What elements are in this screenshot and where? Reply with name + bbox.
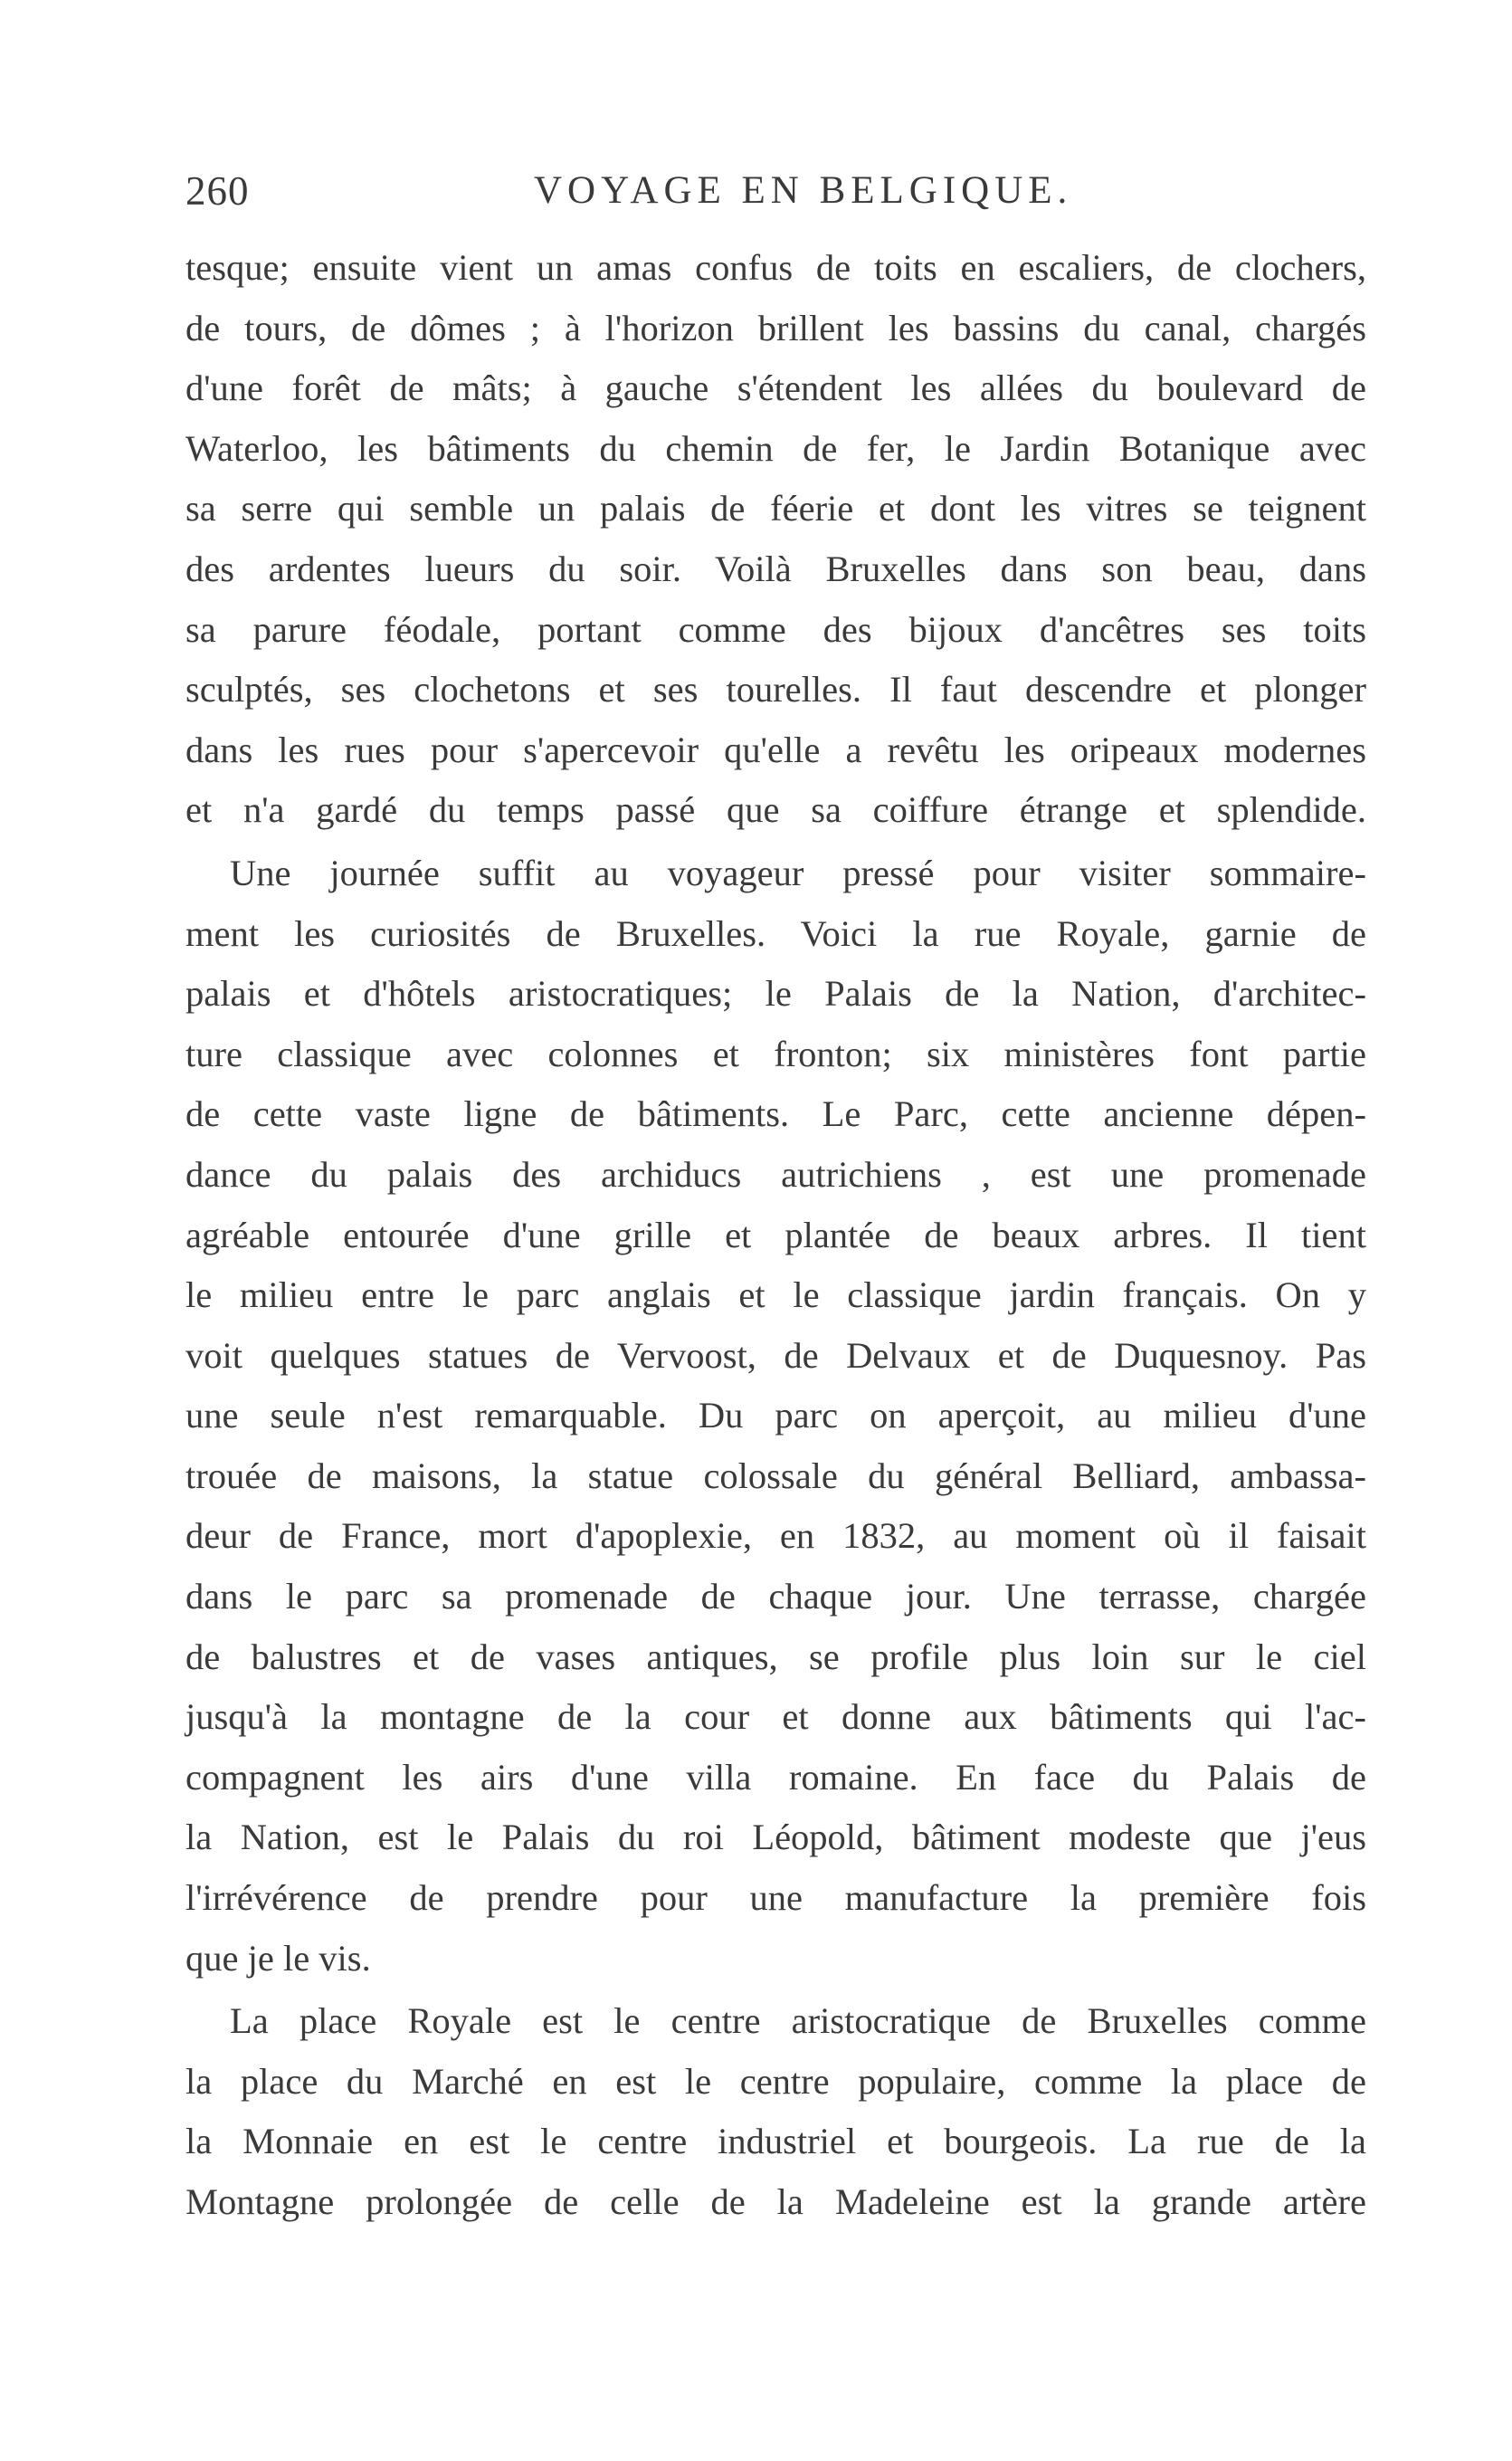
text-line: de balustres et de vases antiques, se profile plus loin sur le ciel [185, 1636, 1366, 1677]
text-line: l'irrévérence de prendre pour une manufacture la première fois [185, 1877, 1366, 1919]
text-line: dans les rues pour s'apercevoir qu'elle a revêtu les oripeaux modernes [185, 729, 1366, 770]
text-line: voit quelques statues de Vervoost, de Delvaux et de Duquesnoy. Pas [185, 1334, 1366, 1376]
text-line: ment les curiosités de Bruxelles. Voici la rue Royale, garnie de [185, 912, 1366, 954]
text-line: et n'a gardé du temps passé que sa coiffure étrange et splendide. [185, 789, 1366, 831]
text-line: le milieu entre le parc anglais et le classique jardin français. On y [185, 1274, 1366, 1316]
text-line: d'une forêt de mâts; à gauche s'étendent les allées du boulevard de [185, 367, 1366, 409]
text-line: la Monnaie en est le centre industriel et bourgeois. La rue de la [185, 2121, 1366, 2162]
running-head [185, 166, 1366, 216]
text-line: une seule n'est remarquable. Du parc on aperçoit, au milieu d'une [185, 1395, 1366, 1436]
text-line: sa serre qui semble un palais de féerie et dont les vitres se teignent [185, 488, 1366, 529]
text-line: des ardentes lueurs du soir. Voilà Bruxelles dans son beau, dans [185, 548, 1366, 589]
text-line: de cette vaste ligne de bâtiments. Le Parc, cette ancienne dépen- [185, 1093, 1366, 1135]
text-line: Montagne prolongée de celle de la Madeleine est la grande artère [185, 2181, 1366, 2222]
text-line: compagnent les airs d'une villa romaine. En face du Palais de [185, 1756, 1366, 1798]
body-text [185, 238, 1366, 2233]
text-line: la Nation, est le Palais du roi Léopold, bâtiment modeste que j'eus [185, 1817, 1366, 1858]
text-line: ture classique avec colonnes et fronton; six ministères font partie [185, 1033, 1366, 1074]
text-line: trouée de maisons, la statue colossale du général Belliard, ambassa- [185, 1455, 1366, 1496]
paragraph-3 [185, 1991, 1366, 2232]
text-line: que je le vis. [185, 1937, 371, 1979]
text-line: Waterloo, les bâtiments du chemin de fer, le Jardin Botanique avec [185, 427, 1366, 469]
text-line: Une journée suffit au voyageur pressé pour visiter sommaire- [230, 852, 1366, 893]
text-line: jusqu'à la montagne de la cour et donne aux bâtiments qui l'ac- [185, 1696, 1366, 1738]
text-line: La place Royale est le centre aristocratique de Bruxelles comme [230, 2000, 1366, 2042]
page-number: 260 [185, 168, 250, 214]
text-line: dance du palais des archiducs autrichiens , est une promenade [185, 1153, 1366, 1195]
text-line: de tours, de dômes ; à l'horizon brillent les bassins du canal, chargés [185, 307, 1366, 348]
paragraph-1 [185, 238, 1366, 841]
text-line: sa parure féodale, portant comme des bijoux d'ancêtres ses toits [185, 608, 1366, 650]
text-line: palais et d'hôtels aristocratiques; le Palais de la Nation, d'architec- [185, 973, 1366, 1015]
paragraph-2 [185, 844, 1366, 1989]
text-line: agréable entourée d'une grille et plantée de beaux arbres. Il tient [185, 1214, 1366, 1255]
text-line: deur de France, mort d'apoplexie, en 1832, au moment où il faisait [185, 1515, 1366, 1557]
text-line: tesque; ensuite vient un amas confus de toits en escaliers, de clochers, [185, 247, 1366, 288]
text-line: sculptés, ses clochetons et ses tourelles. Il faut descendre et plonger [185, 669, 1366, 711]
text-line: dans le parc sa promenade de chaque jour. Une terrasse, chargée [185, 1576, 1366, 1617]
text-line: la place du Marché en est le centre populaire, comme la place de [185, 2060, 1366, 2102]
running-title: VOYAGE EN BELGIQUE. [534, 169, 1073, 212]
